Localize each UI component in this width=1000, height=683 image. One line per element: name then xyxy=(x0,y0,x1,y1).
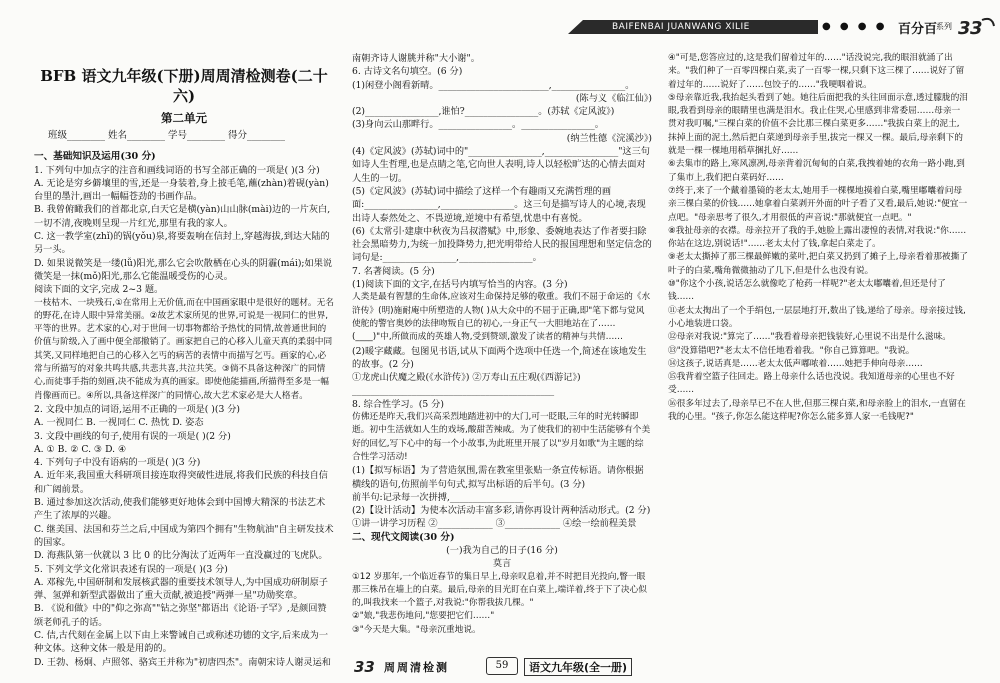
header-band-text: BAIFENBAI JUANWANG XILIE xyxy=(612,22,750,32)
column-right-content xyxy=(668,52,968,424)
text-line: ⑥去集市的路上,寒风凛冽,母亲背着沉甸甸的白菜,我拽着她的衣角一路小跑,到了集市上,我们把白菜码好…… xyxy=(668,159,965,183)
text-line: 前半句:记录每一次拼搏,________________ xyxy=(352,491,524,503)
text-line: B. 通过参加这次活动,使我们能够更好地体会到中国博大精深的书法艺术产生了浓厚的兴趣。 xyxy=(34,497,326,522)
brand-name: 百分百 xyxy=(898,22,938,37)
series-label: 系列 xyxy=(936,22,952,31)
text-line: ⑯很多年过去了,母亲早已不在人世,但那三棵白菜,和母亲脸上的泪水,一直留在我的心里。"孩子,你怎么能这样呢?你怎么能多算人家一毛钱呢?" xyxy=(668,398,966,423)
text-line: A. 无论是穷乡僻壤里的雪,还是一身装着,身上披毛笔,蘸(zhàn)着砚(yàn)台里的墨汁,画出一幅幅苍劲的书画作品。 xyxy=(34,177,329,203)
student-info-line: 班级________ 姓名________ 学号________ 得分________ xyxy=(48,130,286,141)
text-line: (4)《定风波》(苏轼)词中的"________________,________________"这三句如诗人生哲理,也是点睛之笔,它向世人表明,诗人以轻松旷达的心情去面对人生的一切。 xyxy=(352,146,650,184)
text-line: ①讲一讲学习历程 ②____________ ③____________ ④绘一绘前程美景 xyxy=(352,518,637,530)
text-line: ③"今天是大集。"母亲沉重地说。 xyxy=(352,624,481,635)
text-line: 8. 综合性学习。(5 分) xyxy=(352,398,444,410)
column-middle xyxy=(352,52,652,637)
text-line: A. 一视同仁 B. 一视同仁 C. 热忱 D. 姿态 xyxy=(34,417,204,429)
text-line: (2)【设计活动】为使本次活动丰富多彩,请你再设计两种活动形式。(2 分) xyxy=(352,505,651,517)
text-line: 莫言 xyxy=(492,558,512,570)
text-line: B. 我曾俯瞰我们的首都北京,白天它是横(yàn)山山脉(mài)边的一片灰白,一切不清,夜晚则呈现一片红光,那里有我的家人。 xyxy=(34,204,331,229)
exam-title: BFB 语文九年级(下册)周周清检测卷(二十六) xyxy=(40,67,328,105)
text-line: (5)《定风波》(苏轼)词中描绘了这样一个有趣雨又充满哲理的画面:________________,________________。这三句是描写诗人的心境,表现出诗人泰然处之、不畏逆境,逆境中有希望,忧患中有喜悦。 xyxy=(352,185,646,224)
header-dots: ● ● ● ● xyxy=(822,21,888,32)
text-line: ⑫母亲对我说:"算完了……"我看着母亲把钱装好,心里说不出是什么滋味。 xyxy=(668,332,951,343)
footer-subject: 语文九年级(全一册) xyxy=(524,658,632,676)
text-line: 南朝齐诗人谢朓并称"大小谢"。 xyxy=(352,53,480,64)
text-line: A. 邓稼先,中国研制和发展核武器的重要技术领导人,为中国成功研制原子弹、氢弹和新型武器做出了重大贡献,被追授"两弹一星"功勋奖章。 xyxy=(34,576,328,602)
text-line: ⑮我背着空篮子往回走。路上母亲什么话也没说。我知道母亲的心里也不好受…… xyxy=(668,372,955,396)
text-line: B. 《说和做》中的"仰之弥高""钻之弥坚"都语出《论语·子罕》,是颜回赞颂老师孔子的话。 xyxy=(34,603,327,628)
footer-bar xyxy=(354,655,654,677)
text-line: (1)【拟写标语】为了营造氛围,需在教室里张贴一条宣传标语。请你根据横线的语句,仿照前半句句式,拟写出标语的后半句。(3 分) xyxy=(352,465,644,490)
svg-text:33: 33 xyxy=(354,658,375,676)
svg-text:3: 3 xyxy=(970,18,983,38)
text-line: ①12 岁那年,一个临近春节的集日早上,母亲叹息着,并不时把目光投向,瞥一眼那三株吊在墙上的白菜。最后,母亲的目光盯在白菜上,端详着,终于下了决心似的,叫我找来一个篮子,对我说:"你帮我拔几棵。" xyxy=(352,571,647,609)
text-line: C. 佶,古代刻在金属上以下由上来警诫自己或称述功德的文字,后来成为一种文体。这种文体一般是用韵的。 xyxy=(34,629,329,655)
text-line: ⑨老太太撕掉了那三棵最鲜嫩的菜叶,把白菜又扔到了摊子上,母亲看着那被撕了叶子的白菜,嘴角微微抽动了几下,但是什么也没有说。 xyxy=(668,252,968,276)
text-line: D. 如果说微笑是一缕(lǚ)阳光,那么它会吹散栖在心头的阴霾(mái);如果说微笑是一抹(mǒ)阳光,那么它能温暖受伤的心灵。 xyxy=(34,257,333,282)
page-number: 59 xyxy=(486,657,518,675)
text-line: 2. 文段中加点的词语,运用不正确的一项是( )(3 分) xyxy=(34,403,241,415)
text-line: 6. 古诗文名句填空。(6 分) xyxy=(352,66,463,78)
text-line: 一、基础知识及运用(30 分) xyxy=(34,151,156,163)
text-line: (3)身向云山那畔行。________________。________________。 xyxy=(352,119,604,131)
text-line: 3. 文段中画线的句子,使用有误的一项是( )(2 分) xyxy=(34,430,231,442)
brand-logo-icon xyxy=(956,16,996,38)
column-left-content xyxy=(34,150,334,669)
text-line: 1. 下列句中加点字的注音和画线词语的书写全部正确的一项是( )(3 分) xyxy=(34,164,320,176)
text-line: ⑬"没算错吧?"老太太不信任地看着我。"你自己算算吧。"我说。 xyxy=(668,345,915,356)
text-line: (纳兰性德《浣溪沙》) xyxy=(566,132,652,144)
text-line: ⑤母亲靠近我,我抬起头看到了她。她往后面把我的头往回面示意,透过朦胧的泪眼,我看到母亲的眼睛里也满是泪水。我止住哭,心里感到非常委屈……母亲一贯对我叮嘱,"三棵白菜的价值不会比那三棵白菜更多……"我拔白菜上的泥土,抹掉上面的泥土,然后把白菜递到母亲手里,拔完一棵又一棵。最后,母亲剩下的就是一棵一棵地用稻草捆扎好…… xyxy=(668,92,968,157)
text-line: 7. 名著阅读。(5 分) xyxy=(352,265,435,277)
text-line: 4. 下列句子中没有语病的一项是( )(3 分) xyxy=(34,457,201,469)
text-line: (2)________________,谁怕?________________。(苏轼《定风波》) xyxy=(352,106,615,118)
text-line: ④"可是,您答应过的,这是我们留着过年的……"话没说完,我的眼泪就涌了出来。"我们种了一百零四棵白菜,卖了一百零一棵,只剩下这三棵了……说好了留着过年的……说好了……包饺子的……"我哽咽着说。 xyxy=(668,53,965,90)
text-line: ②"娘,"我悲伤地问,"您要把它们……" xyxy=(352,611,495,622)
text-line: ⑦终于,来了一个戴着墨镜的老太太,她用手一棵棵地摸着白菜,嘴里嘟囔着问母亲三棵白菜的价钱……她拿着白菜剥开外面的叶子看了又看,最后,她说:"便宜一点吧。"母亲思考了很久,才用很低的声音说:"那就便宜一点吧。" xyxy=(668,185,968,223)
footer-label: 周周清检测 xyxy=(384,661,449,674)
text-line: (6)《太常引·建康中秋夜为吕叔潜赋》中,形象、委婉地表达了作者要扫除社会黑暗势力,为统一加投降势力,把光明带给人民的报国理想和坚定信念的词句是:________________,________________。 xyxy=(352,225,652,264)
text-line: 5. 下列文学文化常识表述有误的一项是( )(3 分) xyxy=(34,563,228,575)
text-line: ①龙虎山伏魔之殿(《水浒传》) ②万寿山五庄观(《西游记》) xyxy=(352,372,581,384)
text-line: ⑧我扯母亲的衣襟。母亲拉开了我的手,她脸上露出凄惶的表情,对我说:"你……你站在这边,别说话!"……老太太付了钱,拿起白菜走了。 xyxy=(668,225,967,250)
text-line: (陈与义《临江仙》) xyxy=(575,92,652,104)
text-line: A. 近年来,我国重大科研项目接连取得突破性进展,将我们民族的科技自信和广阔前景。 xyxy=(34,470,328,495)
text-line: 一枝枯木、一块残石,①在常用上无价值,而在中国画家眼中是很好的题材。无名的野花,在诗人眼中异常美丽。②故艺术家所见的世界,可说是一视同仁的世界,平等的世界。艺术家的心,对于世间一切事物都给予热忱的同情,故普通世间的价值与阶级,入了画中便全部撤销了。画家把自己的心移入儿童天真的柔弱中同其笑,又同样地把自己的心移入乞丐的病苦的表情中而描写乞丐。画家的心,必常与所描写的对象共鸣共感,共悲共喜,共泣共笑。③倘不具备这种深广的同情心,而徒事手指的刻画,决不能成为真的画家。即使他能描画,所描得至多是一幅肖像画而已。④所以,具备这样深广的同情心,故大艺术家必是大人格者。 xyxy=(34,297,334,401)
text-line: D. 海燕队第一伙就以 3 比 0 的比分淘汰了近两年一直没赢过的飞虎队。 xyxy=(34,550,328,562)
svg-text:3: 3 xyxy=(958,18,971,38)
column-middle-content xyxy=(352,52,652,637)
text-line: ⑪老太太掏出了一个手绢包,一层层地打开,数出了钱,递给了母亲。母亲接过钱,小心地装进口袋。 xyxy=(668,305,966,329)
text-line: (一)我为自己的日子(16 分) xyxy=(446,544,558,556)
text-line: ⑭这孩子,说话真是……老太太低声嘟哝着……她把手伸向母亲…… xyxy=(668,358,923,369)
header-bar xyxy=(568,16,1000,38)
text-line: C. 继美国、法国和芬兰之后,中国成为第四个拥有"生物航油"自主研发技术的国家。 xyxy=(34,523,334,548)
text-line: C. 这一教学室(zhǐ)的锅(yǒu)泉,将要轰响在信封上,穿越海拔,到达大陆的另一头。 xyxy=(34,231,330,256)
text-line: ____________________________________________ xyxy=(352,385,555,397)
text-line: ⑩"你这个小孩,说话怎么就像吃了枪药一样呢?"老太太嘟囔着,但还是付了钱…… xyxy=(668,279,946,303)
unit-title: 第二单元 xyxy=(161,111,207,125)
column-left xyxy=(34,52,334,669)
text-line: 仿佛还是昨天,我们兴高采烈地踏进初中的大门,可一眨眼,三年的时光转瞬即逝。初中生活就如人生的戏场,酸甜苦辣咸。为了使我们的初中生活能够有个美好的回忆,写下心中的每一个小故事,为此班里开展了以"岁月如歌"为主题的综合性学习活动! xyxy=(352,412,651,462)
footer-logo-icon xyxy=(354,655,382,677)
text-line: (1)阅读下面的文字,在括号内填写恰当的内容。(3 分) xyxy=(352,279,568,291)
text-line: 人类是最有智慧的生命体,应该对生命保持足够的敬重。我们不屈于命运的《水浒传》(明)施耐庵中所塑造的人物( )从大众中的不屈于正确,即"笔下都与觉风使舵的警官奥妙的法律吻叛自已的初心,一身正气一大胆地站在了……(____)"中,所做而成的英雄人物,受到赞颂,激发了读者的精神与共情…… xyxy=(352,292,651,343)
column-right xyxy=(668,52,968,424)
text-line: D. 王勃、杨炯、卢照邻、骆宾王并称为"初唐四杰"。南朝宋诗人谢灵运和 xyxy=(34,656,331,668)
text-line: 阅读下面的文字,完成 2~3 题。 xyxy=(34,284,164,296)
text-line: 二、现代文阅读(30 分) xyxy=(352,531,455,543)
text-line: (1)闲登小阁看新晴。________________________,________________。 xyxy=(352,79,635,91)
text-line: (2)暖字藏藏。包图见书语,试从下面两个选项中任选一个,简述在该地发生的故事。(2 分) xyxy=(352,345,647,370)
text-line: A. ① B. ② C. ③ D. ④ xyxy=(34,443,127,455)
